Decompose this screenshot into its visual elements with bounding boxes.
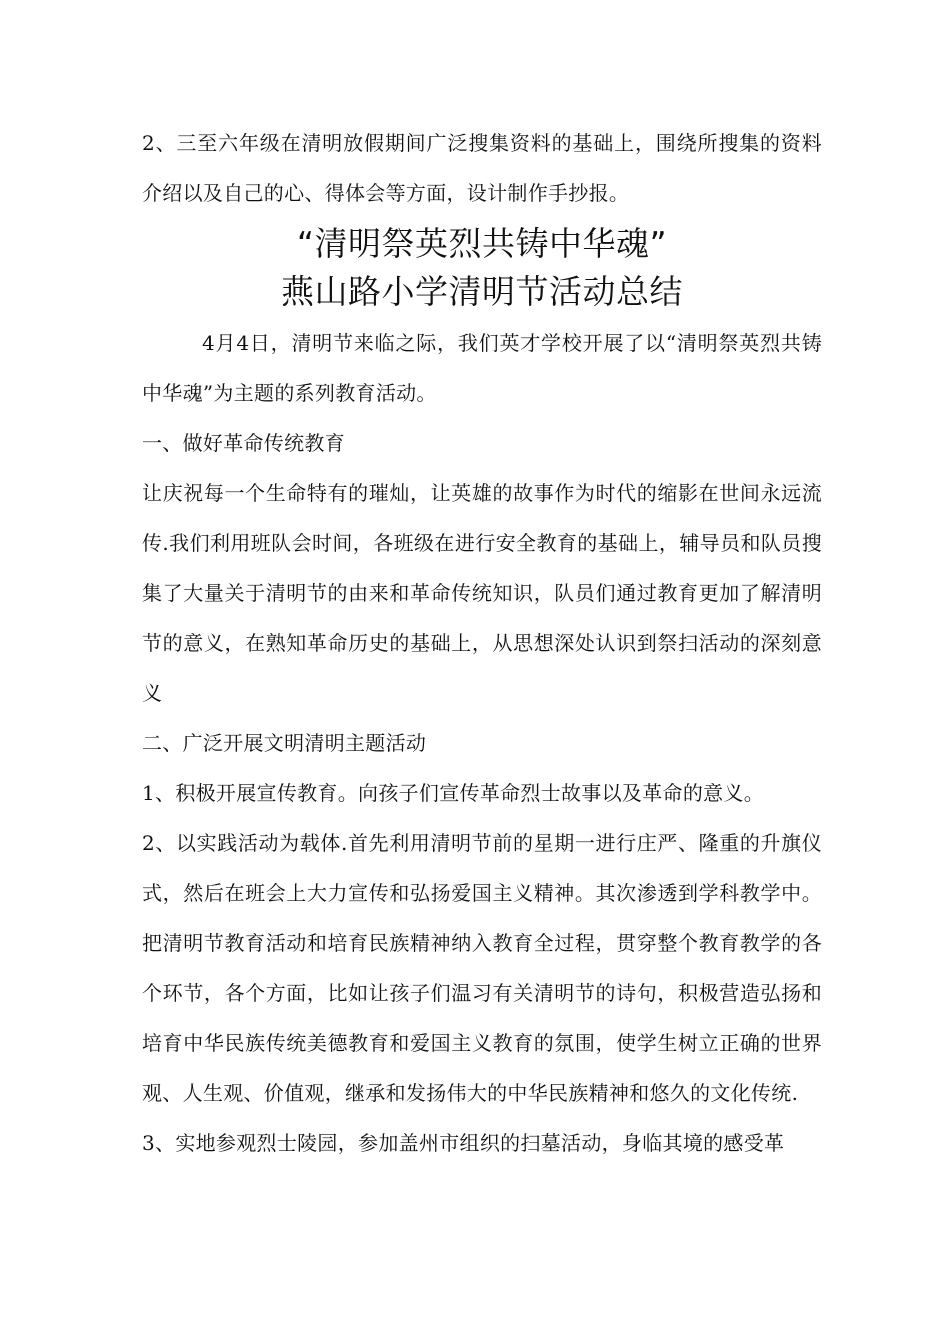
opening-paragraph: 4月4日，清明节来临之际，我们英才学校开展了以“清明祭英烈共铸中华魂”为主题的系列教育活动。 — [142, 331, 822, 405]
document-page — [142, 118, 822, 1168]
intro-paragraph: 2、三至六年级在清明放假期间广泛搜集资料的基础上，围绕所搜集的资料介绍以及自己的心、得体会等方面，设计制作手抄报。 — [142, 131, 822, 205]
list-item-1: 1、积极开展宣传教育。向孩子们宣传革命烈士故事以及革命的意义。 — [142, 781, 765, 805]
title-line-1: “清明祭英烈共铸中华魂” — [296, 224, 668, 263]
section-2-heading: 二、广泛开展文明清明主题活动 — [142, 731, 427, 755]
document-title — [142, 220, 822, 316]
list-item-3: 3、实地参观烈士陵园，参加盖州市组织的扫墓活动，身临其境的感受革 — [142, 1131, 785, 1155]
list-item-2: 2、以实践活动为载体.首先利用清明节前的星期一进行庄严、隆重的升旗仪式，然后在班会上大力宣传和弘扬爱国主义精神。其次渗透到学科教学中。把清明节教育活动和培育民族精神纳入教育全过程，贯穿整个教育教学的各个环节，各个方面，比如让孩子们温习有关清明节的诗句，积极营造弘扬和培育中华民族传统美德教育和爱国主义教育的氛围，使学生树立正确的世界观、人生观、价值观，继承和发扬伟大的中华民族精神和悠久的文化传统. — [142, 831, 822, 1105]
section-1-paragraph: 让庆祝每一个生命特有的璀灿，让英雄的故事作为时代的缩影在世间永远流传.我们利用班队会时间，各班级在进行安全教育的基础上，辅导员和队员搜集了大量关于清明节的由来和革命传统知识，队员们通过教育更加了解清明节的意义，在熟知革命历史的基础上，从思想深处认识到祭扫活动的深刻意义 — [142, 481, 822, 705]
section-1-heading: 一、做好革命传统教育 — [142, 431, 345, 455]
title-line-2: 燕山路小学清明节活动总结 — [281, 272, 683, 311]
